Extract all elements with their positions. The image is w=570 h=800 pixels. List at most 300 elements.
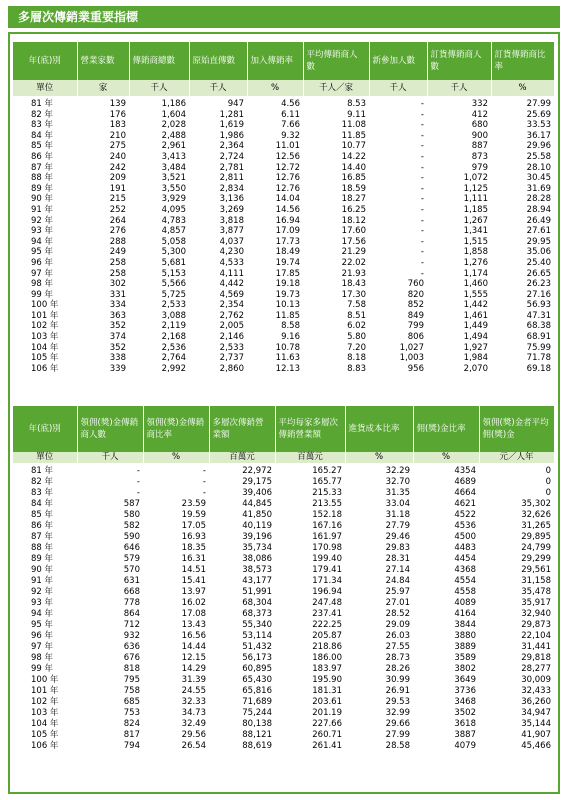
value-cell: 11.01 <box>275 141 300 152</box>
value-cell: 176 <box>109 109 126 120</box>
value-cell: 17.85 <box>275 268 300 279</box>
value-cell: 31,441 <box>521 642 551 652</box>
table1-header-cell: 新參加人數 <box>369 42 427 80</box>
value-cell: 1,072 <box>463 173 488 184</box>
value-cell: 3802 <box>454 664 476 674</box>
value-cell: 47.31 <box>526 310 551 321</box>
value-cell: 288 <box>109 236 126 247</box>
value-cell: - <box>136 477 140 487</box>
value-cell: 1,984 <box>463 353 488 364</box>
value-cell: 23.59 <box>181 499 206 509</box>
value-cell: 794 <box>123 741 140 751</box>
value-cell: 35,734 <box>242 543 272 553</box>
value-cell: 4,095 <box>161 204 186 215</box>
table-row <box>13 719 554 730</box>
table2-header-cell: 領佣(獎)金傳銷商人數 <box>77 406 143 452</box>
value-cell: 38,573 <box>242 565 272 575</box>
value-cell: 1,515 <box>463 236 488 247</box>
value-cell: 587 <box>123 499 140 509</box>
value-cell: 1,125 <box>463 183 488 194</box>
year-cell: 81 年 <box>31 99 54 109</box>
value-cell: 412 <box>471 109 488 120</box>
value-cell: 29,818 <box>521 653 551 663</box>
value-cell: 3,136 <box>219 194 244 205</box>
value-cell: - <box>420 268 424 279</box>
value-cell: 39,196 <box>242 532 272 542</box>
table-row <box>13 364 554 378</box>
value-cell: 8.18 <box>347 353 366 364</box>
value-cell: 4558 <box>454 587 476 597</box>
value-cell: 590 <box>123 532 140 542</box>
value-cell: 25.40 <box>526 257 551 268</box>
value-cell: 35,478 <box>521 587 551 597</box>
value-cell: 334 <box>109 300 126 311</box>
value-cell: 12.72 <box>275 162 300 173</box>
value-cell: 2,070 <box>463 363 488 374</box>
value-cell: 27.16 <box>526 289 551 300</box>
value-cell: 12.13 <box>275 363 300 374</box>
value-cell: 3,269 <box>219 204 244 215</box>
value-cell: 28,277 <box>521 664 551 674</box>
value-cell: 4164 <box>454 609 476 619</box>
value-cell: 2,536 <box>161 342 186 353</box>
value-cell: 3,818 <box>219 215 244 226</box>
value-cell: 171.34 <box>312 576 342 586</box>
year-cell: 87 年 <box>31 162 54 173</box>
value-cell: 1,003 <box>399 353 424 364</box>
value-cell: 0 <box>545 488 551 498</box>
value-cell: 1,185 <box>463 204 488 215</box>
value-cell: 3,484 <box>161 162 186 173</box>
value-cell: 4522 <box>454 510 476 520</box>
year-cell: 92 年 <box>31 215 54 226</box>
value-cell: 4,533 <box>219 257 244 268</box>
value-cell: 852 <box>407 300 424 311</box>
value-cell: 16.56 <box>181 631 206 641</box>
table1-unit-cell: 千人 <box>427 80 491 96</box>
value-cell: 29.53 <box>385 697 410 707</box>
value-cell: 8.51 <box>347 310 366 321</box>
value-cell: 374 <box>109 332 126 343</box>
value-cell: 258 <box>109 257 126 268</box>
value-cell: 1,494 <box>463 332 488 343</box>
value-cell: 3502 <box>454 708 476 718</box>
value-cell: 215.33 <box>312 488 342 498</box>
value-cell: 32.33 <box>181 697 206 707</box>
value-cell: 12.76 <box>275 183 300 194</box>
value-cell: 195.90 <box>312 675 342 685</box>
value-cell: 676 <box>123 653 140 663</box>
value-cell: 32,433 <box>521 686 551 696</box>
value-cell: 275 <box>109 141 126 152</box>
value-cell: 11.85 <box>275 310 300 321</box>
table1-unit-cell: 家 <box>77 80 129 96</box>
value-cell: 932 <box>123 631 140 641</box>
table-row <box>13 247 554 258</box>
value-cell: 32,626 <box>521 510 551 520</box>
table-row <box>13 609 554 620</box>
value-cell: 25.69 <box>526 109 551 120</box>
table-row <box>13 675 554 686</box>
value-cell: 9.16 <box>281 332 300 343</box>
value-cell: 4,783 <box>161 215 186 226</box>
table1-unit-cell: % <box>247 80 303 96</box>
value-cell: 5.80 <box>347 332 366 343</box>
value-cell: 29.96 <box>526 141 551 152</box>
year-cell: 96 年 <box>31 257 54 268</box>
value-cell: 4454 <box>454 554 476 564</box>
value-cell: 68.38 <box>526 321 551 332</box>
value-cell: 12.15 <box>181 653 206 663</box>
table-row <box>13 184 554 195</box>
table-row <box>13 488 554 499</box>
value-cell: 35,302 <box>521 499 551 509</box>
value-cell: 35.06 <box>526 247 551 258</box>
value-cell: 17.56 <box>341 236 366 247</box>
year-cell: 105 年 <box>31 353 59 364</box>
value-cell: 196.94 <box>312 587 342 597</box>
table2-unit-cell: 千人 <box>77 452 143 463</box>
value-cell: 1,461 <box>463 310 488 321</box>
value-cell: 1,276 <box>463 257 488 268</box>
table2-header-cell: 佣(獎)金比率 <box>413 406 479 452</box>
value-cell: 191 <box>109 183 126 194</box>
value-cell: 28.28 <box>526 194 551 205</box>
value-cell: 817 <box>123 730 140 740</box>
value-cell: 205.87 <box>312 631 342 641</box>
table-row <box>13 205 554 216</box>
value-cell: 27.01 <box>385 598 410 608</box>
year-cell: 86 年 <box>31 521 54 531</box>
table2-unit-cell: 單位 <box>13 452 77 463</box>
value-cell: 29.46 <box>385 532 410 542</box>
value-cell: 24.55 <box>181 686 206 696</box>
value-cell: 264 <box>109 215 126 226</box>
value-cell: 27.14 <box>385 565 410 575</box>
value-cell: 28.94 <box>526 204 551 215</box>
value-cell: 19.74 <box>275 257 300 268</box>
year-cell: 87 年 <box>31 532 54 542</box>
value-cell: 2,724 <box>219 151 244 162</box>
value-cell: 18.59 <box>341 183 366 194</box>
value-cell: 29.95 <box>526 236 551 247</box>
value-cell: 45,466 <box>521 741 551 751</box>
table2-unit-cell: 百萬元 <box>275 452 345 463</box>
value-cell: 579 <box>123 554 140 564</box>
value-cell: 758 <box>123 686 140 696</box>
value-cell: 43,177 <box>242 576 272 586</box>
value-cell: 778 <box>123 598 140 608</box>
value-cell: 258 <box>109 268 126 279</box>
year-cell: 99 年 <box>31 289 54 300</box>
year-cell: 99 年 <box>31 664 54 674</box>
value-cell: 29,175 <box>242 477 272 487</box>
table-row <box>13 290 554 301</box>
year-cell: 91 年 <box>31 204 54 215</box>
value-cell: 14.56 <box>275 204 300 215</box>
value-cell: 1,449 <box>463 321 488 332</box>
table1-header-cell: 訂貨傳銷商人數 <box>427 42 491 80</box>
value-cell: 13.97 <box>181 587 206 597</box>
value-cell: 35,917 <box>521 598 551 608</box>
table1-header-cell: 傳銷商總數 <box>129 42 189 80</box>
value-cell: 60,895 <box>242 664 272 674</box>
value-cell: 302 <box>109 279 126 290</box>
value-cell: 1,027 <box>399 342 424 353</box>
value-cell: 4,230 <box>219 247 244 258</box>
value-cell: 186.00 <box>312 653 342 663</box>
table-row <box>13 194 554 205</box>
year-cell: 94 年 <box>31 609 54 619</box>
value-cell: 218.86 <box>312 642 342 652</box>
table-row <box>13 120 554 131</box>
value-cell: 631 <box>123 576 140 586</box>
table-row <box>13 642 554 653</box>
value-cell: 29.56 <box>181 730 206 740</box>
value-cell: 2,533 <box>219 342 244 353</box>
value-cell: 19.18 <box>275 279 300 290</box>
value-cell: 28.73 <box>385 653 410 663</box>
value-cell: 17.08 <box>181 609 206 619</box>
table2-unit-cell: 元／人年 <box>479 452 554 463</box>
table-row <box>13 532 554 543</box>
table1-header-cell: 加入傳銷率 <box>247 42 303 80</box>
value-cell: 55,340 <box>242 620 272 630</box>
year-cell: 84 年 <box>31 130 54 141</box>
table-row <box>13 237 554 248</box>
value-cell: 28.58 <box>385 741 410 751</box>
table-row <box>13 343 554 354</box>
value-cell: 18.43 <box>341 279 366 290</box>
value-cell: 820 <box>407 289 424 300</box>
value-cell: 34,947 <box>521 708 551 718</box>
value-cell: 14.29 <box>181 664 206 674</box>
table2-header-cell: 年(底)別 <box>13 406 77 452</box>
value-cell: 4,037 <box>219 236 244 247</box>
year-cell: 106 年 <box>31 363 59 374</box>
value-cell: 582 <box>123 521 140 531</box>
value-cell: - <box>420 257 424 268</box>
table1-header-cell: 營業家數 <box>77 42 129 80</box>
table-row <box>13 269 554 280</box>
table1-header-row <box>13 42 554 80</box>
value-cell: 0 <box>545 466 551 476</box>
value-cell: 237.41 <box>312 609 342 619</box>
value-cell: - <box>420 215 424 226</box>
value-cell: 68,304 <box>242 598 272 608</box>
value-cell: 3,929 <box>161 194 186 205</box>
value-cell: 16.25 <box>341 204 366 215</box>
value-cell: 824 <box>123 719 140 729</box>
value-cell: 4,857 <box>161 226 186 237</box>
value-cell: 1,281 <box>219 109 244 120</box>
value-cell: 685 <box>123 697 140 707</box>
value-cell: - <box>420 162 424 173</box>
value-cell: 2,146 <box>219 332 244 343</box>
value-cell: 27.79 <box>385 521 410 531</box>
value-cell: 247.48 <box>312 598 342 608</box>
value-cell: 2,811 <box>219 173 244 184</box>
value-cell: 2,533 <box>161 300 186 311</box>
value-cell: 2,488 <box>161 130 186 141</box>
value-cell: 12.56 <box>275 151 300 162</box>
value-cell: 53,114 <box>242 631 272 641</box>
value-cell: 14.40 <box>341 162 366 173</box>
value-cell: 580 <box>123 510 140 520</box>
value-cell: 30.45 <box>526 173 551 184</box>
table-row <box>13 96 554 110</box>
year-cell: 95 年 <box>31 247 54 258</box>
value-cell: 16.31 <box>181 554 206 564</box>
year-cell: 101 年 <box>31 686 59 696</box>
value-cell: 26.65 <box>526 268 551 279</box>
table-row <box>13 576 554 587</box>
value-cell: 799 <box>407 321 424 332</box>
value-cell: 203.61 <box>312 697 342 707</box>
value-cell: 668 <box>123 587 140 597</box>
value-cell: 31.69 <box>526 183 551 194</box>
table-row <box>13 226 554 237</box>
value-cell: 167.16 <box>312 521 342 531</box>
value-cell: 2,168 <box>161 332 186 343</box>
value-cell: 4500 <box>454 532 476 542</box>
value-cell: 3649 <box>454 675 476 685</box>
value-cell: 24.84 <box>385 576 410 586</box>
value-cell: - <box>136 466 140 476</box>
value-cell: 2,781 <box>219 162 244 173</box>
value-cell: 5,153 <box>161 268 186 279</box>
table-row <box>13 697 554 708</box>
value-cell: 65,816 <box>242 686 272 696</box>
value-cell: 712 <box>123 620 140 630</box>
value-cell: 363 <box>109 310 126 321</box>
value-cell: 4,111 <box>219 268 244 279</box>
value-cell: 31,158 <box>521 576 551 586</box>
value-cell: 34.73 <box>181 708 206 718</box>
table-row <box>13 653 554 664</box>
year-cell: 81 年 <box>31 466 54 476</box>
table-row <box>13 664 554 675</box>
value-cell: 30.99 <box>385 675 410 685</box>
value-cell: 26.54 <box>181 741 206 751</box>
table1-unit-cell: 單位 <box>13 80 77 96</box>
value-cell: 4368 <box>454 565 476 575</box>
value-cell: 2,762 <box>219 310 244 321</box>
value-cell: 3887 <box>454 730 476 740</box>
value-cell: 18.12 <box>341 215 366 226</box>
value-cell: 68,373 <box>242 609 272 619</box>
year-cell: 88 年 <box>31 543 54 553</box>
table2-unit-cell: % <box>413 452 479 463</box>
value-cell: 15.41 <box>181 576 206 586</box>
value-cell: 5,566 <box>161 279 186 290</box>
value-cell: 10.77 <box>341 141 366 152</box>
value-cell: 3,877 <box>219 226 244 237</box>
year-cell: 83 年 <box>31 488 54 498</box>
value-cell: 36.17 <box>526 130 551 141</box>
value-cell: 29,895 <box>521 532 551 542</box>
value-cell: 161.97 <box>312 532 342 542</box>
value-cell: 3468 <box>454 697 476 707</box>
value-cell: 1,267 <box>463 215 488 226</box>
value-cell: 27.61 <box>526 226 551 237</box>
table-row <box>13 587 554 598</box>
year-cell: 88 年 <box>31 173 54 184</box>
table1-header-cell: 年(底)別 <box>13 42 77 80</box>
value-cell: - <box>420 151 424 162</box>
value-cell: 210 <box>109 130 126 141</box>
value-cell: 201.19 <box>312 708 342 718</box>
value-cell: 139 <box>109 99 126 109</box>
value-cell: 26.03 <box>385 631 410 641</box>
value-cell: 68.91 <box>526 332 551 343</box>
value-cell: 1,174 <box>463 268 488 279</box>
value-cell: 71.78 <box>526 353 551 364</box>
year-cell: 96 年 <box>31 631 54 641</box>
value-cell: 222.25 <box>312 620 342 630</box>
table-row <box>13 598 554 609</box>
value-cell: 4,569 <box>219 289 244 300</box>
value-cell: - <box>420 183 424 194</box>
value-cell: 2,961 <box>161 141 186 152</box>
value-cell: 4483 <box>454 543 476 553</box>
table2-header-cell: 多層次傳銷營業額 <box>209 406 275 452</box>
value-cell: 88,121 <box>242 730 272 740</box>
value-cell: 25.97 <box>385 587 410 597</box>
table1-unit-cell: 千人 <box>369 80 427 96</box>
table-row <box>13 353 554 364</box>
table1-unit-cell: 千人 <box>129 80 189 96</box>
value-cell: 887 <box>471 141 488 152</box>
value-cell: 51,432 <box>242 642 272 652</box>
value-cell: 795 <box>123 675 140 685</box>
year-cell: 95 年 <box>31 620 54 630</box>
value-cell: 170.98 <box>312 543 342 553</box>
year-cell: 85 年 <box>31 141 54 152</box>
value-cell: 3,088 <box>161 310 186 321</box>
value-cell: 29,299 <box>521 554 551 564</box>
value-cell: 40,119 <box>242 521 272 531</box>
value-cell: 3,550 <box>161 183 186 194</box>
table-row <box>13 708 554 719</box>
year-cell: 94 年 <box>31 236 54 247</box>
year-cell: 89 年 <box>31 554 54 564</box>
year-cell: 82 年 <box>31 477 54 487</box>
table-row <box>13 141 554 152</box>
value-cell: 979 <box>471 162 488 173</box>
value-cell: 4664 <box>454 488 476 498</box>
value-cell: - <box>202 477 206 487</box>
value-cell: 8.58 <box>281 321 300 332</box>
year-cell: 93 年 <box>31 226 54 237</box>
value-cell: 28.52 <box>385 609 410 619</box>
value-cell: 26.91 <box>385 686 410 696</box>
value-cell: 56.93 <box>526 300 551 311</box>
value-cell: 22.02 <box>341 257 366 268</box>
value-cell: 32.99 <box>385 708 410 718</box>
table2-header-cell: 領佣(獎)金者平均佣(獎)金 <box>479 406 554 452</box>
year-cell: 82 年 <box>31 109 54 120</box>
table-row <box>13 686 554 697</box>
value-cell: 16.85 <box>341 173 366 184</box>
value-cell: 17.05 <box>181 521 206 531</box>
value-cell: 2,364 <box>219 141 244 152</box>
value-cell: 10.13 <box>275 300 300 311</box>
value-cell: 39,406 <box>242 488 272 498</box>
value-cell: 5,681 <box>161 257 186 268</box>
year-cell: 104 年 <box>31 342 59 353</box>
value-cell: - <box>202 466 206 476</box>
